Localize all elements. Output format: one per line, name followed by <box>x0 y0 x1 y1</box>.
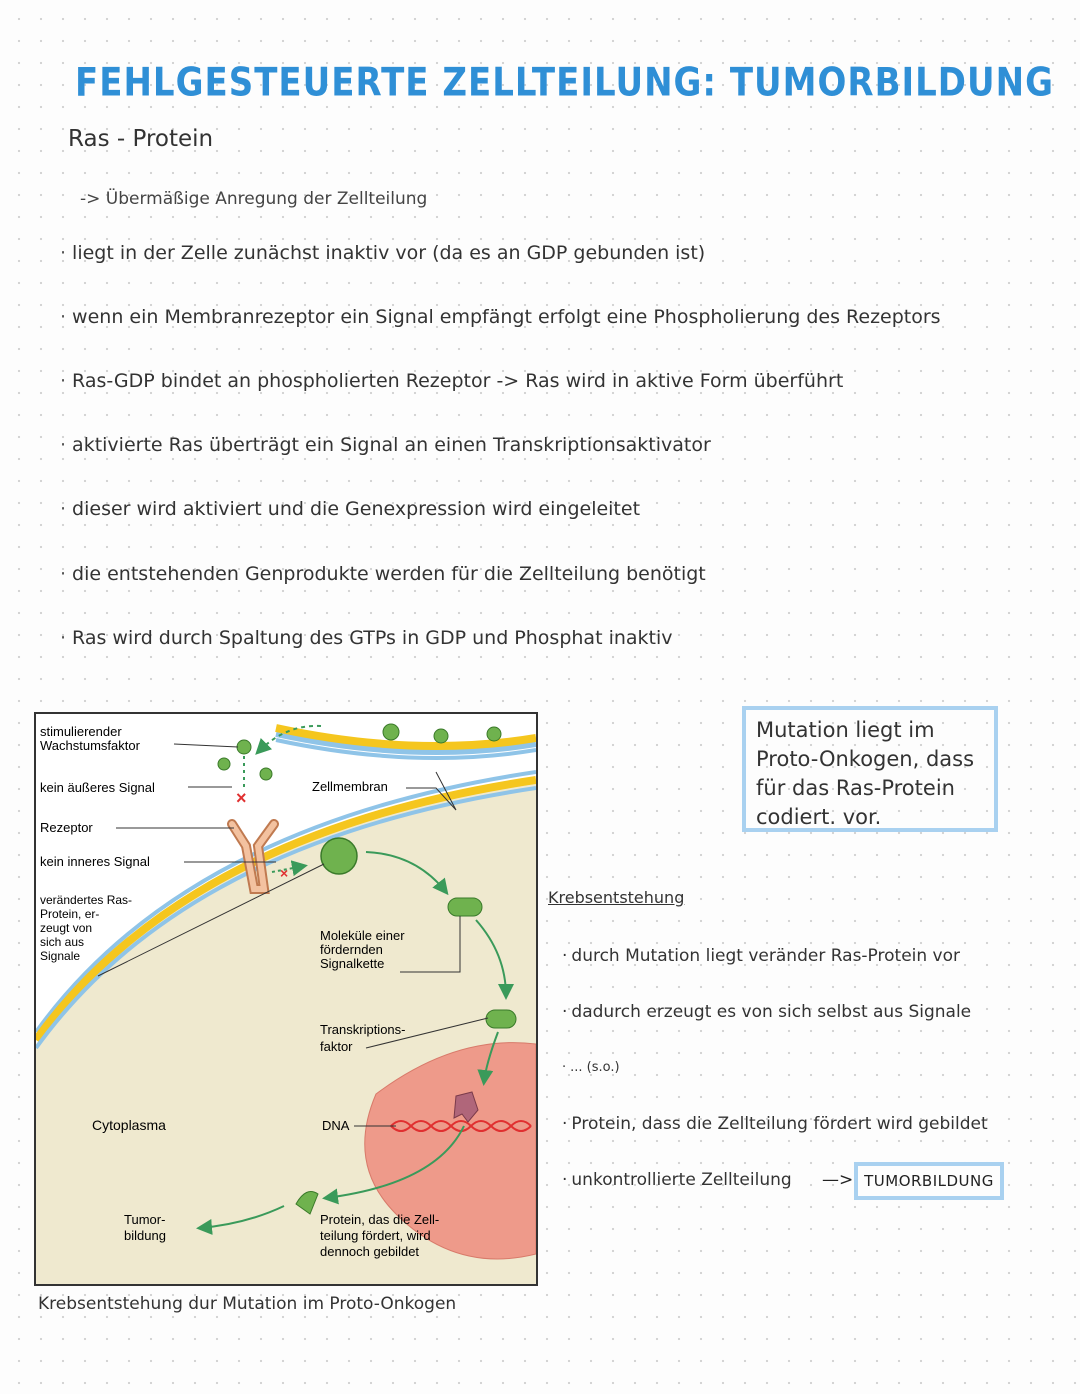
leader-line <box>174 744 238 747</box>
signal-molecule <box>448 898 482 916</box>
label-protein-1: Protein, das die Zell- <box>320 1212 440 1227</box>
label-molecules-3: Signalkette <box>320 956 385 971</box>
label-tumor-2: bildung <box>124 1228 166 1243</box>
label-altered-ras-3: zeugt von <box>40 921 93 935</box>
bullet-item: · liegt in der Zelle zunächst inaktiv vor (da es an GDP gebunden ist) <box>60 242 705 264</box>
growth-factor-molecule <box>487 727 501 741</box>
bullet-item: · aktivierte Ras überträgt ein Signal an einen Transkriptionsaktivator <box>60 434 711 456</box>
result-arrow: —> <box>822 1170 854 1190</box>
mutation-note-line: für das Ras-Protein <box>756 776 955 800</box>
label-altered-ras-4: sich aus <box>40 935 85 949</box>
blocked-x-icon-2: × <box>280 865 289 881</box>
label-membrane: Zellmembran <box>312 779 388 794</box>
growth-factor-molecule <box>237 740 251 754</box>
ras-protein <box>321 838 357 874</box>
krebs-item: · unkontrollierte Zellteilung <box>562 1170 792 1190</box>
transcription-factor <box>486 1010 516 1028</box>
label-altered-ras-2: Protein, er- <box>40 907 100 921</box>
blocked-x-icon: × <box>236 788 247 808</box>
intro-line: -> Übermäßige Anregung der Zellteilung <box>80 189 428 209</box>
tumor-result-box: TUMORBILDUNG <box>854 1162 1004 1200</box>
bullet-item: · Ras wird durch Spaltung des GTPs in GDP und Phosphat inaktiv <box>60 627 673 649</box>
label-receptor: Rezeptor <box>40 820 93 835</box>
mutation-note-line: Proto-Onkogen, dass <box>756 747 975 771</box>
krebs-item: · durch Mutation liegt veränder Ras-Protein vor <box>562 946 960 966</box>
bullet-item: · die entstehenden Genprodukte werden für die Zellteilung benötigt <box>60 563 706 585</box>
label-cytoplasm: Cytoplasma <box>92 1117 166 1133</box>
label-protein-2: teilung fördert, wird <box>320 1228 431 1243</box>
label-growth-factor-2: Wachstumsfaktor <box>40 738 140 753</box>
mutation-note-line: Mutation liegt im <box>756 718 935 742</box>
diagram-caption: Krebsentstehung dur Mutation im Proto-Onkogen <box>38 1294 457 1314</box>
krebs-item: · Protein, dass die Zellteilung fördert wird gebildet <box>562 1114 988 1134</box>
krebs-heading: Krebsentstehung <box>548 888 685 907</box>
ras-diagram-svg <box>36 714 536 1284</box>
label-dna: DNA <box>322 1118 350 1133</box>
label-altered-ras-1: verändertes Ras- <box>40 893 133 907</box>
label-protein-3: dennoch gebildet <box>320 1244 420 1259</box>
label-tumor-1: Tumor- <box>124 1212 166 1227</box>
bullet-item: · dieser wird aktiviert und die Genexpression wird eingeleitet <box>60 498 640 520</box>
label-molecules-2: fördernden <box>320 942 383 957</box>
mutation-note <box>742 706 998 832</box>
label-transcription-2: faktor <box>320 1039 353 1054</box>
label-transcription-1: Transkriptions- <box>320 1022 406 1037</box>
growth-factor-molecule <box>383 724 399 740</box>
label-no-internal-signal: kein inneres Signal <box>40 854 150 869</box>
krebs-item: · dadurch erzeugt es von sich selbst aus Signale <box>562 1002 971 1022</box>
page-title: FEHLGESTEUERTE ZELLTEILUNG: TUMORBILDUNG <box>75 60 1055 106</box>
krebs-item: · ... (s.o.) <box>562 1060 620 1075</box>
growth-factor-molecule <box>218 758 230 770</box>
ras-diagram <box>34 712 538 1286</box>
growth-factor-molecule <box>260 768 272 780</box>
bullet-item: · wenn ein Membranrezeptor ein Signal empfängt erfolgt eine Phospholierung des Rezeptors <box>60 306 941 328</box>
mutation-note-line: codiert. vor. <box>756 805 882 829</box>
section-subtitle: Ras - Protein <box>68 126 214 152</box>
growth-factor-molecule <box>434 729 448 743</box>
bullet-item: · Ras-GDP bindet an phospholierten Rezeptor -> Ras wird in aktive Form überführt <box>60 370 843 392</box>
label-molecules-1: Moleküle einer <box>320 928 405 943</box>
label-altered-ras-5: Signale <box>40 949 81 963</box>
label-growth-factor-1: stimulierender <box>40 724 122 739</box>
label-no-external-signal: kein äußeres Signal <box>40 780 155 795</box>
